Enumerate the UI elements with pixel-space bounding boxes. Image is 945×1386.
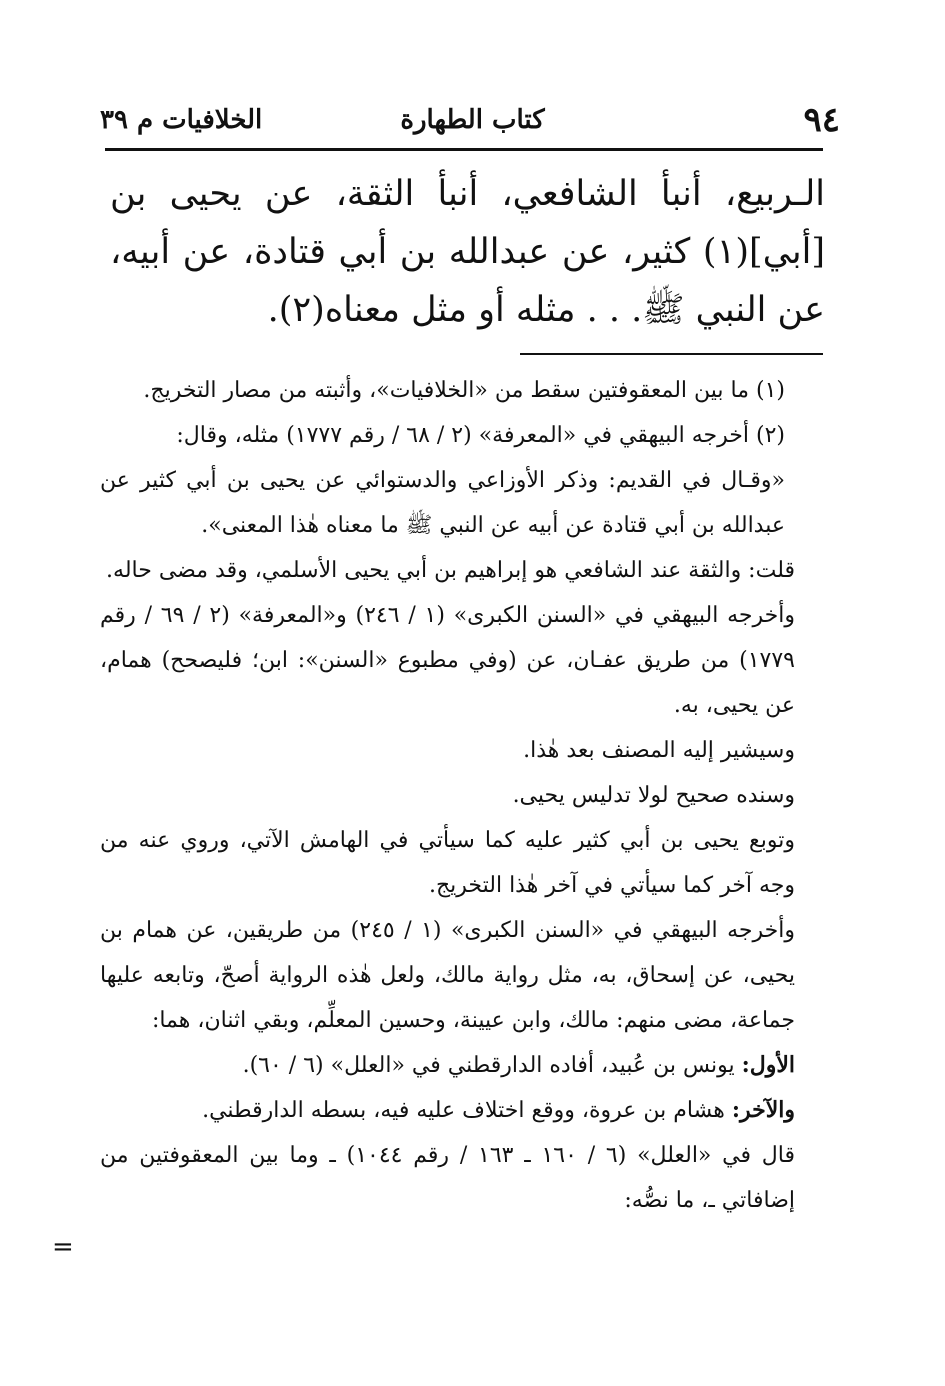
footnote-paragraph: وسنده صحيح لولا تدليس يحيى. <box>512 783 795 808</box>
page-number: ٩٤ <box>803 100 840 140</box>
volume-label: الخلافيات م ٣٩ <box>100 105 263 135</box>
footnote-paragraph: وتوبع يحيى بن أبي كثير عليه كما سيأتي في الهامش الآتي، وروي عنه من وجه آخر كما سيأتي في آخر هٰذا التخريج. <box>100 828 795 898</box>
footnote-paragraph: وأخرجه البيهقي في «السنن الكبرى» (١ / ٢٤٥) من طريقين، عن همام بن يحيى، عن إسحاق، به، مثل رواية مالك، ولعل هٰذه الرواية أصحّ، وتابعه عليها جماعة، مضى منهم: مالك، وابن عيينة، وحسين المعلِّم، وبقي اثنان، هما: <box>100 918 795 1033</box>
continuation-mark: = <box>52 1232 74 1262</box>
footnote-paragraph: قال في «العلل» (٦ / ١٦٠ ـ ١٦٣ / رقم ١٠٤٤) ـ وما بين المعقوفتين من إضافاتي ـ، ما نصُّه: <box>100 1143 795 1213</box>
footnote-1: (١) ما بين المعقوفتين سقط من «الخلافيات»، وأثبته من مصار التخريج. <box>143 378 785 403</box>
footnote-paragraph: قلت: والثقة عند الشافعي هو إبراهيم بن أبي يحيى الأسلمي، وقد مضى حاله. <box>106 558 795 583</box>
last-label: والآخر: <box>731 1097 795 1123</box>
footnote-paragraph: «وقـال في القديم: وذكر الأوزاعي والدستوائي عن يحيى بن أبي كثير عن عبدالله بن أبي قتادة عن أبيه عن النبي ﷺ ما معناه هٰذا المعنى». <box>100 468 785 538</box>
footnote-paragraph <box>100 1043 825 1088</box>
footnotes <box>100 368 825 1223</box>
first-label: الأول: <box>741 1052 795 1078</box>
header-rule <box>105 148 823 151</box>
footnote-2: (٢) أخرجه البيهقي في «المعرفة» (٢ / ٦٨ / رقم ١٧٧٧) مثله، وقال: <box>176 423 785 448</box>
running-head-title: كتاب الطهارة <box>400 105 545 135</box>
footnote-paragraph: وسيشير إليه المصنف بعد هٰذا. <box>523 738 795 763</box>
footnote-separator <box>520 353 823 355</box>
footnote-paragraph: وأخرجه البيهقي في «السنن الكبرى» (١ / ٢٤٦) و«المعرفة» (٢ / ٦٩ / رقم ١٧٧٩) من طريق عفـان، عن (وفي مطبوع «السنن»: ابن؛ فليصحح) همام، عن يحيى، به. <box>100 603 795 718</box>
footnote-text: هشام بن عروة، ووقع اختلاف عليه فيه، بسطه الدارقطني. <box>202 1098 725 1123</box>
main-text: الـربيع، أنبأ الشافعي، أنبأ الثقة، عن يحيى بن [أبي](١) كثير، عن عبدالله بن أبي قتادة، عن أبيه، عن النبي ﷺ. . . مثله أو مثل معناه(٢). <box>110 174 825 330</box>
main-text-block <box>110 165 825 339</box>
footnote-text: يونس بن عُبيد، أفاده الدارقطني في «العلل» (٦ / ٦٠). <box>242 1053 735 1078</box>
footnote-paragraph <box>100 1088 825 1133</box>
